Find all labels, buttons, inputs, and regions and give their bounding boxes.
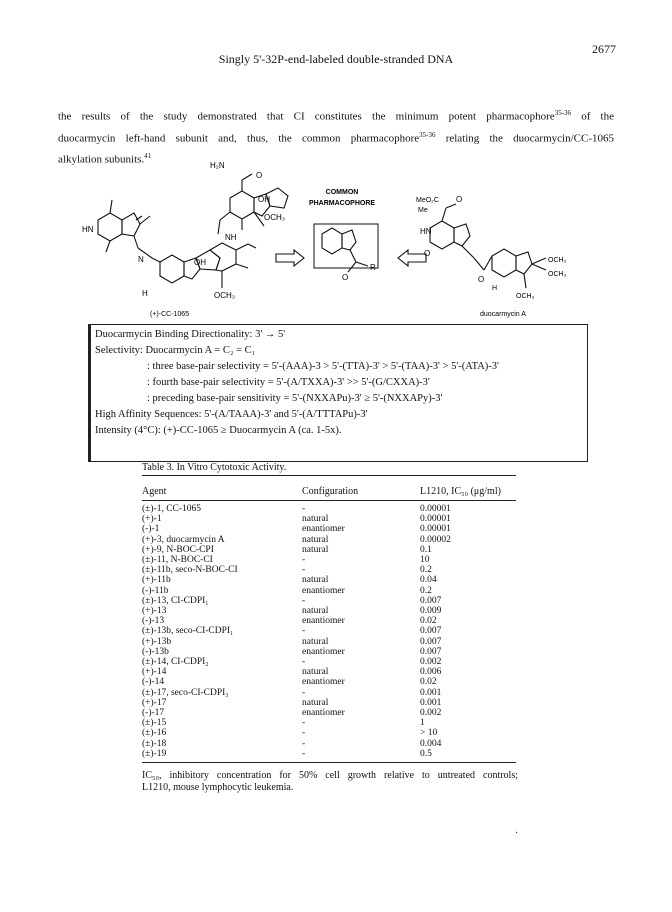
ic50-cell: 0.2 (420, 565, 432, 576)
table-row (142, 637, 522, 647)
table-row (142, 555, 522, 565)
configuration-cell: - (302, 595, 306, 606)
ic50-cell: 0.004 (420, 738, 442, 749)
table-header-agent: Agent (142, 486, 167, 497)
agent-cell: (-)-14 (142, 677, 165, 688)
oh-atom-label-2: OH (194, 258, 206, 267)
ic50-cell: 0.007 (420, 646, 442, 657)
meo2c-label: MeO₂C (416, 197, 439, 204)
table-row (142, 739, 522, 749)
paragraph-line-2: duocarmycin left-hand subunit and, thus, the common pharmacophore$^{35-36}$ relating the duocarmycin/CC-1065 (58, 130, 614, 145)
footnote-line-2: L1210, mouse lymphocytic leukemia. (142, 782, 294, 793)
table-row (142, 606, 522, 616)
oxygen-atom-label: O (256, 171, 263, 180)
ic50-cell: > 10 (420, 728, 438, 739)
duo-hn-label: HN (420, 227, 432, 236)
agent-cell: (±)-18 (142, 738, 167, 749)
configuration-cell: - (302, 657, 306, 667)
configuration-cell: natural (302, 667, 329, 678)
configuration-cell: - (302, 728, 306, 739)
table-row (142, 718, 522, 728)
ic50-cell: 0.00001 (420, 514, 451, 525)
oh-atom-label: OH (258, 195, 270, 204)
configuration-cell: enantiomer (302, 524, 345, 535)
configuration-cell: natural (302, 697, 329, 708)
configuration-cell: - (302, 626, 306, 637)
agent-cell: (±)-11, N-BOC-CI (142, 555, 213, 565)
table-row (142, 616, 522, 626)
ic50-cell: 0.002 (420, 708, 442, 718)
configuration-cell: - (302, 687, 306, 698)
duo-h-label: H (492, 285, 498, 292)
table-row (142, 565, 522, 575)
table-row (142, 698, 522, 708)
pharm-oxygen-label: O (342, 273, 349, 282)
pharmacophore-figure (80, 158, 590, 323)
agent-cell: (±)-11b, seco-N-BOC-CI (142, 565, 238, 576)
h-atom-label: H (142, 289, 148, 298)
ic50-cell: 1 (420, 718, 425, 729)
table-caption: Table 3. In Vitro Cytotoxic Activity. (142, 462, 287, 473)
agent-cell: (±)-17, seco-CI-CDPI₃ (142, 687, 229, 698)
footnote-line-1: IC₅₀, inhibitory concentration for 50% cell growth relative to untreated controls; (142, 770, 518, 781)
table-bottom-rule (142, 762, 516, 763)
table-header-rule (142, 500, 516, 501)
table-row (142, 657, 522, 667)
ic50-cell: 0.007 (420, 595, 442, 606)
configuration-cell: enantiomer (302, 585, 345, 596)
right-arrow-icon (276, 250, 304, 266)
table-row (142, 524, 522, 534)
ic50-cell: 0.2 (420, 585, 432, 596)
table-row (142, 677, 522, 687)
box-line-high-affinity: High Affinity Sequences: 5'-(A/TAAA)-3' and 5'-(A/TTTAPu)-3' (95, 409, 368, 420)
duo-och3-label-2: OCH₃ (548, 271, 567, 278)
duo-o-label: O (456, 195, 463, 204)
table-row (142, 626, 522, 636)
paragraph-line-3: alkylation subunits.$^{41}$ (58, 152, 152, 166)
table-row (142, 728, 522, 738)
agent-cell: (+)-13b (142, 636, 172, 647)
binding-summary-box (88, 324, 588, 462)
configuration-cell: natural (302, 575, 329, 586)
agent-cell: (+)-17 (142, 697, 167, 708)
ic50-cell: 0.02 (420, 677, 437, 688)
h2n-atom-label: H₂N (210, 161, 225, 170)
table-row (142, 514, 522, 524)
configuration-cell: enantiomer (302, 646, 345, 657)
table-row (142, 749, 522, 759)
agent-cell: (-)-1 (142, 524, 160, 535)
ic50-cell: 0.02 (420, 616, 437, 627)
left-arrow-icon (398, 250, 426, 266)
ic50-cell: 10 (420, 555, 430, 565)
duo-och3-label-3: OCH₃ (516, 293, 535, 300)
ci-core-structure (322, 228, 368, 272)
ic50-cell: 0.00002 (420, 534, 451, 545)
agent-cell: (±)-16 (142, 728, 167, 739)
duo-o-label-3: O (478, 275, 485, 284)
box-line-fourth-bp: : fourth base-pair selectivity = 5'-(A/TXXA)-3' >> 5'-(G/CXXA)-3' (147, 377, 430, 388)
table-row (142, 688, 522, 698)
agent-cell: (+)-3, duocarmycin A (142, 534, 225, 545)
configuration-cell: enantiomer (302, 708, 345, 718)
configuration-cell: - (302, 748, 306, 759)
table-footnote (142, 770, 518, 794)
agent-cell: (-)-13b (142, 646, 169, 657)
table-row (142, 667, 522, 677)
paragraph-line-1: the results of the study demonstrated that CI constitutes the minimum potent pharmacophore$^{35-36}$ of the (58, 109, 614, 123)
ic50-cell: 0.002 (420, 657, 442, 667)
ic50-cell: 0.006 (420, 667, 442, 678)
agent-cell: (+)-14 (142, 667, 167, 678)
configuration-cell: natural (302, 544, 329, 555)
och3-atom-label: OCH₃ (264, 213, 286, 222)
ic50-cell: 0.00001 (420, 524, 451, 535)
duo-o-label-2: O (424, 249, 431, 258)
cc1065-structure (98, 174, 288, 288)
agent-cell: (+)-1 (142, 514, 162, 525)
table-row (142, 586, 522, 596)
ic50-cell: 0.007 (420, 636, 442, 647)
agent-cell: (±)-13, CI-CDPI₁ (142, 595, 209, 606)
table-row (142, 545, 522, 555)
box-line-three-bp: : three base-pair selectivity = 5'-(AAA)-3 > 5'-(TTA)-3' > 5'-(TAA)-3' > 5'-(ATA)-3' (147, 361, 499, 372)
table-row (142, 596, 522, 606)
table-row (142, 535, 522, 545)
configuration-cell: natural (302, 534, 329, 545)
pharmacophore-box (314, 224, 378, 268)
configuration-cell: - (302, 565, 306, 576)
configuration-cell: enantiomer (302, 616, 345, 627)
agent-cell: (±)-1, CC-1065 (142, 504, 202, 514)
ic50-cell: 0.001 (420, 697, 442, 708)
configuration-cell: natural (302, 606, 329, 616)
ic50-cell: 0.001 (420, 687, 442, 698)
agent-cell: (±)-14, CI-CDPI₂ (142, 657, 209, 667)
running-header-title: Singly 5'-32P-end-labeled double-stranded DNA (218, 52, 454, 66)
ic50-cell: 0.5 (420, 748, 432, 759)
configuration-cell: natural (302, 636, 329, 647)
box-line-intensity: Intensity (4°C): (+)-CC-1065 ≥ Duocarmycin A (ca. 1-5x). (95, 425, 342, 436)
table-row (142, 575, 522, 585)
common-label: COMMON (325, 189, 359, 196)
duocarmycin-compound-label: duocarmycin A (480, 311, 526, 318)
configuration-cell: - (302, 555, 306, 565)
agent-cell: (±)-13b, seco-CI-CDPI₁ (142, 626, 234, 637)
agent-cell: (+)-13 (142, 606, 167, 616)
pharmacophore-label: PHARMACOPHORE (308, 200, 376, 207)
box-line-preceding-bp: : preceding base-pair sensitivity = 5'-(NXXAPu)-3' ≥ 5'-(NXXAPy)-3' (147, 393, 443, 404)
configuration-cell: - (302, 504, 306, 514)
agent-cell: (±)-15 (142, 718, 167, 729)
configuration-cell: - (302, 738, 306, 749)
och3-atom-label-2: OCH₃ (214, 291, 236, 300)
table-row (142, 647, 522, 657)
ic50-cell: 0.04 (420, 575, 437, 586)
ic50-cell: 0.1 (420, 544, 432, 555)
ic50-cell: 0.007 (420, 626, 442, 637)
ic50-cell: 0.00001 (420, 504, 451, 514)
agent-cell: (-)-17 (142, 708, 165, 718)
hn-atom-label: HN (82, 225, 94, 234)
agent-cell: (-)-13 (142, 616, 165, 627)
configuration-cell: enantiomer (302, 677, 345, 688)
table-row (142, 708, 522, 718)
duocarmycin-structure (430, 204, 546, 288)
agent-cell: (-)-11b (142, 585, 169, 596)
table-top-rule (142, 475, 516, 476)
table-header-value: L1210, IC₅₀ (μg/ml) (420, 486, 501, 497)
configuration-cell: natural (302, 514, 329, 525)
table-row (142, 504, 522, 514)
cc1065-compound-label: (+)-CC-1065 (150, 311, 190, 318)
table-header-configuration: Configuration (302, 486, 359, 497)
r-group-label: R (370, 263, 376, 272)
nh-atom-label: NH (225, 233, 237, 242)
box-line-directionality: Duocarmycin Binding Directionality: 3' → 5' (95, 329, 286, 340)
duo-och3-label-1: OCH₃ (548, 257, 567, 264)
agent-cell: (+)-9, N-BOC-CPI (142, 544, 214, 555)
page-mark: · (515, 828, 519, 839)
box-line-selectivity: Selectivity: Duocarmycin A = C₂ = C₁ (95, 345, 256, 356)
agent-cell: (±)-19 (142, 748, 167, 759)
n-atom-label: N (138, 255, 144, 264)
configuration-cell: - (302, 718, 306, 729)
agent-cell: (+)-11b (142, 575, 171, 586)
ic50-cell: 0.009 (420, 606, 442, 616)
me-label: Me (418, 207, 428, 214)
page-number: 2677 (592, 42, 616, 56)
